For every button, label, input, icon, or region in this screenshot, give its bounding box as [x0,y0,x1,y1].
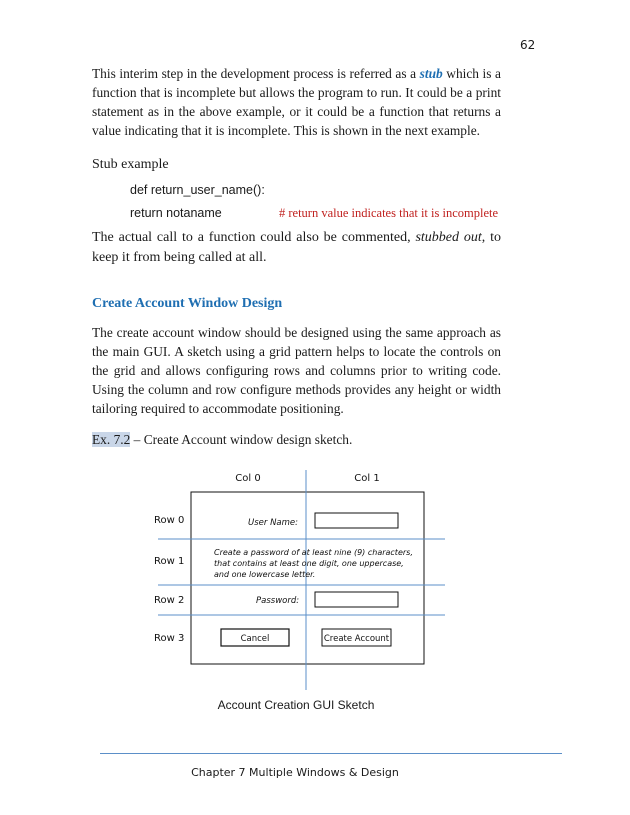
intro-text-before: This interim step in the development process is referred as a [92,66,420,81]
col-label-1: Col 1 [354,473,380,484]
stubbed-out-term: stubbed out [415,230,482,245]
password-entry [315,592,398,607]
sketch-caption: Account Creation GUI Sketch [217,698,375,712]
section-heading: Create Account Window Design [92,296,283,311]
row-label-0: Row 0 [154,515,185,526]
intro-text-after: which is a function that is incomplete but allows the program to run. It could be a print statement as in the above example, or it could be a function that returns a value indicating that it is incomplete. This is shown in the next example. [92,66,501,138]
cancel-button-label: Cancel [240,634,270,644]
row-label-1: Row 1 [154,556,185,567]
footer-rule [100,753,562,754]
password-hint-line-3: and one lowercase letter. [214,570,316,579]
row-label-3: Row 3 [154,633,185,644]
footer-chapter-title: Chapter 7 Multiple Windows & Design [191,766,399,779]
row-label-2: Row 2 [154,595,185,606]
user-name-entry [315,513,398,528]
password-hint-line-1: Create a password of at least nine (9) characters, [214,548,413,557]
code-comment: # return value indicates that it is incomplete [279,206,499,220]
code-line-return: return notaname [130,206,222,220]
password-label: Password: [256,596,300,606]
user-name-label: User Name: [248,518,299,528]
password-hint-line-2: that contains at least one digit, one uppercase, [214,559,404,568]
commented-text-after: , to keep it from being called at all. [92,230,501,265]
stub-example-heading: Stub example [92,157,169,172]
commented-text-before: The actual call to a function could also be commented, [92,230,416,245]
section-paragraph: The create account window should be designed using the same approach as the main GUI. A sketch using a grid pattern helps to locate the controls on the grid and allows configuring rows and columns prior to writing code. Using the column and row configure methods provides any height or width tailoring required to accommodate positioning. [92,325,501,416]
code-line-def: def return_user_name(): [130,183,265,197]
stub-term: stub [419,66,443,81]
col-label-0: Col 0 [235,473,261,484]
example-label: Ex. 7.2 [92,432,131,447]
example-text: – Create Account window design sketch. [130,432,353,447]
create-account-button-label: Create Account [323,634,390,644]
page-number: 62 [520,38,536,52]
